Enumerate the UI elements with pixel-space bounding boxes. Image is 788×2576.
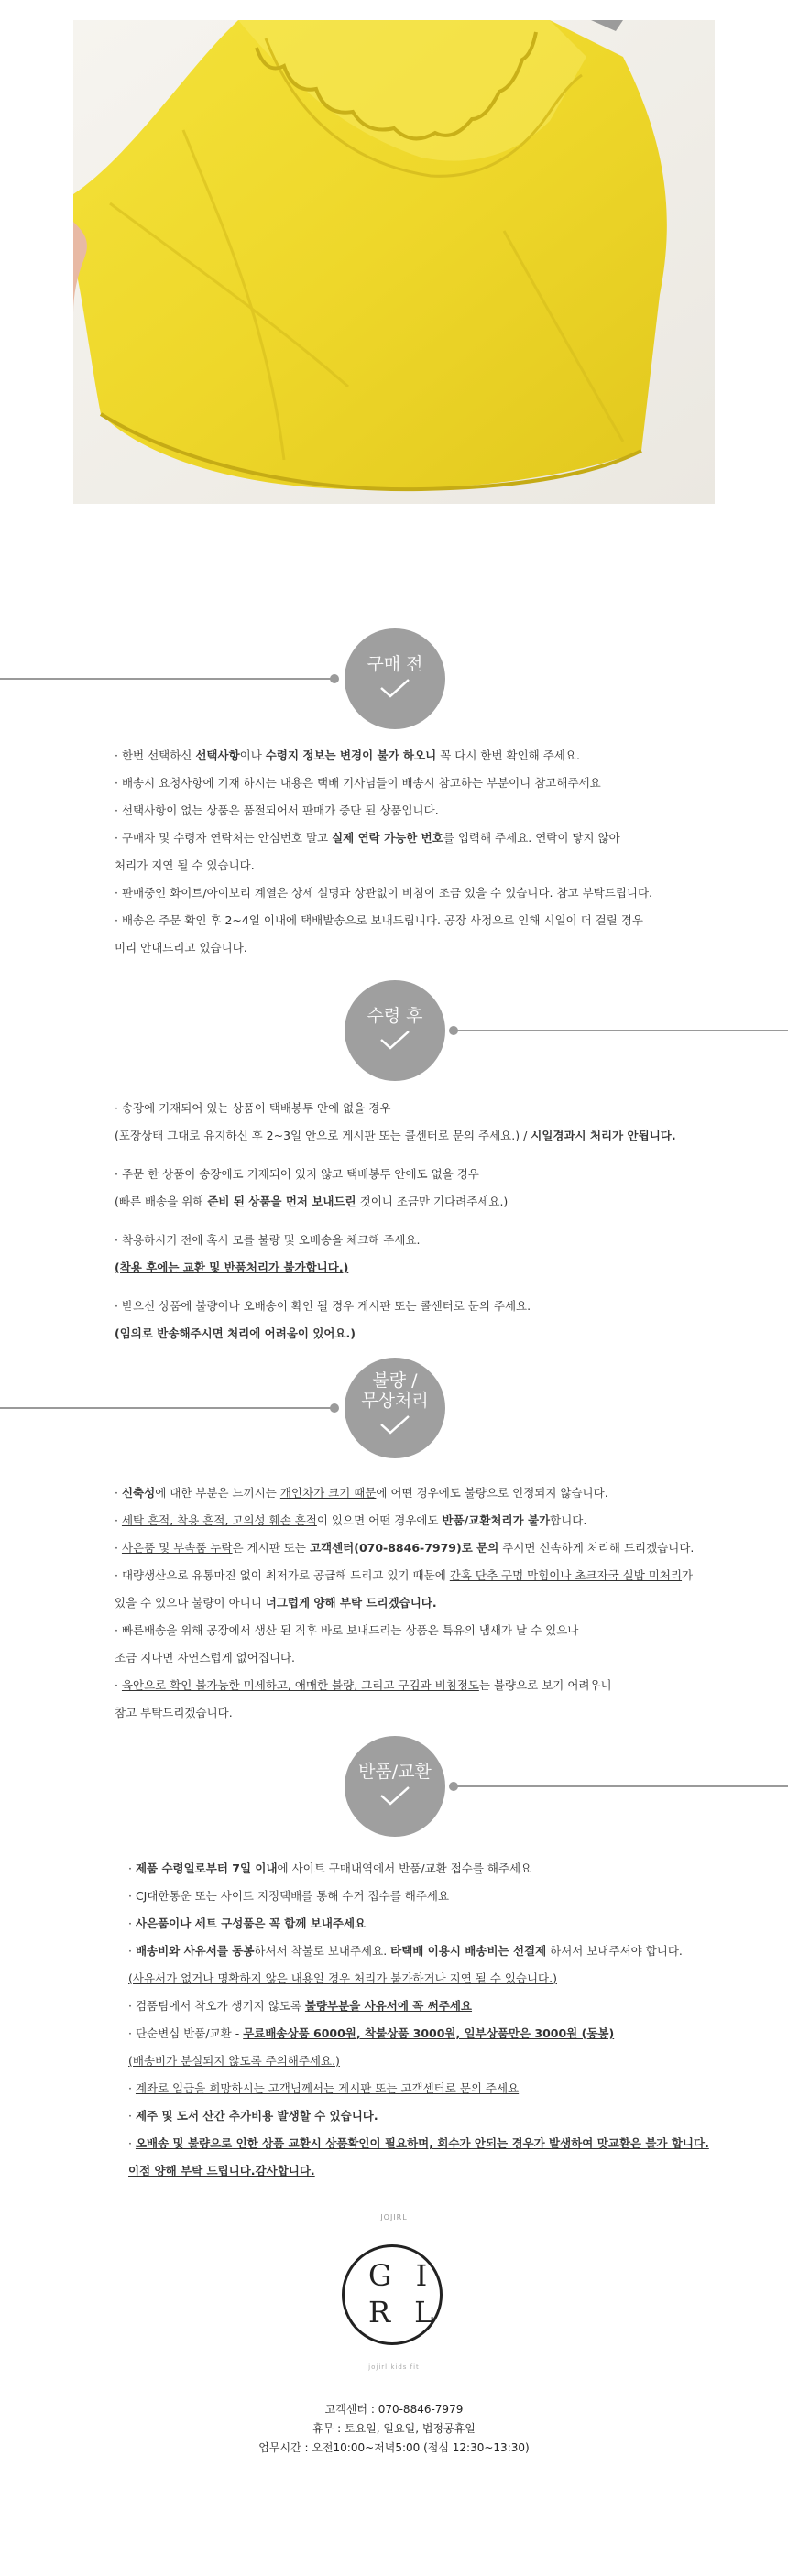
note-row — [128, 2102, 709, 2130]
yellow-blouse-illustration — [73, 20, 715, 504]
note-text: · 주문 한 상품이 송장에도 기재되어 있지 않고 택배봉투 안에도 없을 경우 — [115, 1167, 479, 1181]
note-text: 신축성 — [121, 1486, 156, 1500]
note-text: (빠른 배송을 위해 — [115, 1195, 208, 1208]
note-text: 이나 — [239, 748, 266, 762]
note-row — [115, 1095, 676, 1122]
divider-dot — [330, 1403, 339, 1413]
note-text: · CJ대한통운 또는 사이트 지정택배를 통해 수거 접수를 해주세요 — [128, 1889, 450, 1903]
note-text: 수령지 정보는 변경이 불가 하오니 — [265, 748, 437, 762]
note-row — [115, 1507, 694, 1534]
note-row — [128, 2157, 709, 2185]
note-row — [115, 1293, 676, 1320]
note-row — [115, 1161, 676, 1188]
note-text: 에 사이트 구매내역에서 반품/교환 접수를 해주세요 — [277, 1861, 532, 1875]
note-text: 합니다. — [550, 1513, 587, 1527]
note-row — [128, 2047, 709, 2075]
note-text: · — [115, 1513, 122, 1527]
section-before-notes — [115, 742, 652, 962]
note-text: 가 — [682, 1568, 694, 1582]
note-row — [115, 1534, 694, 1562]
note-text: 준비 된 상품을 먼저 보내드린 — [207, 1195, 356, 1208]
section-title: 수령 후 — [367, 1006, 423, 1026]
section-return-notes — [128, 1855, 709, 2185]
note-row — [115, 1617, 694, 1644]
note-text: 선택사항 — [195, 748, 240, 762]
note-text: (임의로 반송해주시면 처리에 어려움이 있어요.) — [115, 1326, 356, 1340]
note-text: · 대량생산으로 유통마진 없이 최저가로 공급해 드리고 있기 때문에 — [115, 1568, 450, 1582]
note-row — [115, 1672, 694, 1699]
note-text: · 송장에 기재되어 있는 상품이 택배봉투 안에 없을 경우 — [115, 1101, 391, 1115]
note-row — [115, 1227, 676, 1254]
note-row — [128, 2020, 709, 2047]
note-text: · 받으신 상품에 불량이나 오배송이 확인 될 경우 게시판 또는 콜센터로 문의 주세요. — [115, 1299, 531, 1313]
brand-top-text: JOJIRL — [380, 2213, 408, 2221]
section-title: 반품/교환 — [358, 1762, 432, 1782]
note-text: · — [128, 2081, 136, 2095]
note-text: (포장상태 그대로 유지하신 후 2~3일 안으로 게시판 또는 콜센터로 문의 주세요.) / — [115, 1129, 531, 1142]
note-text: 세탁 흔적, 착용 흔적, 고의성 훼손 흔적 — [121, 1513, 317, 1527]
section-badge — [345, 980, 445, 1081]
note-text: 것이니 조금만 기다려주세요.) — [356, 1195, 509, 1208]
note-text: · 단순변심 반품/교환 - — [128, 2026, 244, 2040]
note-text: (착용 후에는 교환 및 반품처리가 불가합니다.) — [115, 1261, 349, 1274]
note-row — [115, 1320, 676, 1348]
note-text: 배송비와 사유서를 동봉 — [135, 1944, 255, 1958]
section-badge — [345, 1358, 445, 1458]
note-row — [115, 770, 652, 797]
note-row — [128, 1855, 709, 1883]
note-text: 조금 지나면 자연스럽게 없어집니다. — [115, 1651, 296, 1665]
note-text: · — [128, 1944, 136, 1958]
note-row — [115, 1699, 694, 1727]
note-text: · 착용하시기 전에 혹시 모를 불량 및 오배송을 체크해 주세요. — [115, 1233, 421, 1247]
section-badge — [345, 1736, 445, 1837]
divider-dot — [330, 674, 339, 683]
contact-phone: 고객센터 : 070-8846-7979 — [324, 2403, 464, 2416]
section-badge — [345, 628, 445, 729]
note-text: 불량부분을 사유서에 꼭 써주세요 — [304, 1999, 473, 2013]
section-title: 불량 / — [372, 1370, 418, 1391]
note-text: 제주 및 도서 산간 추가비용 발생할 수 있습니다. — [135, 2109, 378, 2123]
note-text: 처리가 지연 될 수 있습니다. — [115, 858, 255, 872]
note-text: 반품/교환처리가 불가 — [442, 1513, 551, 1527]
note-row — [128, 1992, 709, 2020]
note-text: 제품 수령일로부터 7일 이내 — [135, 1861, 278, 1875]
note-text: · 선택사항이 없는 상품은 품절되어서 판매가 중단 된 상품입니다. — [115, 803, 439, 817]
check-icon — [379, 678, 410, 698]
note-text: 간혹 단추 구멍 막힘이나 초크자국 실밥 미처리 — [449, 1568, 683, 1582]
note-text: 이 있으면 어떤 경우에도 — [316, 1513, 443, 1527]
logo-line-2: RL — [368, 2295, 458, 2330]
note-text: 시일경과시 처리가 안됩니다. — [531, 1129, 676, 1142]
note-row — [128, 2075, 709, 2102]
note-row — [115, 742, 652, 770]
check-icon — [379, 1785, 410, 1806]
note-text: · — [115, 1486, 122, 1500]
note-text: · 구매자 및 수령자 연락처는 안심번호 말고 — [115, 831, 333, 845]
divider-line — [0, 678, 334, 680]
note-text: 를 입력해 주세요. 연락이 닿지 않아 — [443, 831, 620, 845]
note-row — [115, 824, 652, 852]
note-row — [128, 1883, 709, 1910]
note-text: · 검품팀에서 착오가 생기지 않도록 — [128, 1999, 305, 2013]
note-text: 사은품 및 부속품 누락 — [121, 1541, 233, 1555]
note-row — [115, 879, 652, 907]
note-text: 계좌로 입금을 희망하시는 고객님께서는 게시판 또는 고객센터로 문의 주세요 — [135, 2081, 520, 2095]
note-text: 육안으로 확인 불가능한 미세하고, 애매한 불량, 그리고 구김과 비침정도 — [121, 1678, 479, 1692]
section-after-notes — [115, 1095, 676, 1348]
note-row — [115, 1479, 694, 1507]
note-text: 는 불량으로 보기 어려우니 — [478, 1678, 612, 1692]
note-text: · — [128, 2136, 136, 2150]
note-text: 참고 부탁드리겠습니다. — [115, 1706, 233, 1719]
note-text: · 판매중인 화이트/아이보리 계열은 상세 설명과 상관없이 비침이 조금 있을 수 있습니다. 참고 부탁드립니다. — [115, 886, 653, 900]
note-text: (배송비가 분실되지 않도록 주의해주세요.) — [128, 2054, 340, 2068]
note-text: 하셔서 착불로 보내주세요. — [254, 1944, 391, 1958]
note-row — [128, 1937, 709, 1965]
note-text: 사은품이나 세트 구성품은 꼭 함께 보내주세요 — [135, 1916, 367, 1930]
row-gap — [115, 1216, 676, 1227]
note-row — [128, 1965, 709, 1992]
brand-sub-text: jojirl kids fit — [368, 2363, 420, 2371]
note-row — [115, 1254, 676, 1282]
brand-logo — [342, 2244, 458, 2345]
section-after-header — [0, 980, 788, 1081]
note-text: 꼭 다시 한번 확인해 주세요. — [436, 748, 580, 762]
note-row — [115, 1644, 694, 1672]
note-row — [115, 907, 652, 934]
divider-line — [454, 1785, 788, 1787]
note-text: 타택배 이용시 배송비는 선결제 — [390, 1944, 547, 1958]
contact-hours: 업무시간 : 오전10:00~저녁5:00 (점심 12:30~13:30) — [258, 2441, 530, 2454]
note-text: 고객센터(070-8846-7979)로 문의 — [309, 1541, 499, 1555]
divider-line — [0, 1407, 334, 1409]
check-icon — [379, 1414, 410, 1435]
note-text: 이점 양해 부탁 드립니다.감사합니다. — [128, 2164, 315, 2178]
note-text: 오배송 및 불량으로 인한 상품 교환시 상품확인이 필요하며, 회수가 안되는 경우가 발생하여 맞교환은 불가 합니다. — [135, 2136, 709, 2150]
note-text: 실제 연락 가능한 번호 — [332, 831, 443, 845]
note-text: · 빠른배송을 위해 공장에서 생산 된 직후 바로 보내드리는 상품은 특유의 냄새가 날 수 있으나 — [115, 1623, 579, 1637]
divider-line — [454, 1030, 788, 1031]
row-gap — [115, 1282, 676, 1293]
note-text: · 배송은 주문 확인 후 2~4일 이내에 택배발송으로 보내드립니다. 공장 사정으로 인해 시일이 더 걸릴 경우 — [115, 913, 643, 927]
note-text: 은 게시판 또는 — [232, 1541, 310, 1555]
note-text: · — [128, 2109, 136, 2123]
note-text: 개인차가 크기 때문 — [279, 1486, 377, 1500]
logo-line-1: GI — [368, 2258, 452, 2293]
note-text: · 한번 선택하신 — [115, 748, 196, 762]
note-row — [115, 1589, 694, 1617]
note-text: 무료배송상품 6000원, 착불상품 3000원, 일부상품만은 3000원 (동봉) — [243, 2026, 615, 2040]
note-text: · 배송시 요청사항에 기재 하시는 내용은 택배 기사님들이 배송시 참고하는 부분이니 참고해주세요 — [115, 776, 601, 790]
section-defect-notes — [115, 1479, 694, 1727]
note-text: · — [128, 1916, 136, 1930]
contact-holiday: 휴무 : 토요일, 일요일, 법정공휴일 — [312, 2422, 476, 2435]
note-text: 에 대한 부분은 느끼시는 — [155, 1486, 280, 1500]
check-icon — [379, 1030, 410, 1050]
section-defect-header — [0, 1358, 788, 1458]
note-row — [115, 1122, 676, 1150]
note-row — [115, 852, 652, 879]
section-title: 구매 전 — [367, 654, 423, 674]
note-text: 하셔서 보내주셔야 합니다. — [546, 1944, 683, 1958]
note-row — [115, 1188, 676, 1216]
note-text: 너그럽게 양해 부탁 드리겠습니다. — [265, 1596, 437, 1610]
product-photo — [73, 20, 715, 504]
section-before-header — [0, 628, 788, 729]
section-return-header — [0, 1736, 788, 1837]
note-text: 에 어떤 경우에도 불량으로 인정되지 않습니다. — [376, 1486, 608, 1500]
note-row — [115, 1562, 694, 1589]
note-text: · — [115, 1678, 122, 1692]
note-text: · — [115, 1541, 122, 1555]
note-row — [115, 934, 652, 962]
note-text: (사유서가 없거나 명확하지 않은 내용일 경우 처리가 불가하거나 지연 될 수 있습니다.) — [128, 1971, 557, 1985]
note-text: · — [128, 1861, 136, 1875]
note-text: 미리 안내드리고 있습니다. — [115, 941, 247, 955]
note-row — [128, 2130, 709, 2157]
contact-info — [0, 2400, 788, 2458]
note-row — [128, 1910, 709, 1937]
row-gap — [115, 1150, 676, 1161]
note-text: 있을 수 있으나 불량이 아니니 — [115, 1596, 266, 1610]
note-text: 주시면 신속하게 처리해 드리겠습니다. — [498, 1541, 695, 1555]
section-title-line2: 무상처리 — [361, 1391, 429, 1411]
note-row — [115, 797, 652, 824]
